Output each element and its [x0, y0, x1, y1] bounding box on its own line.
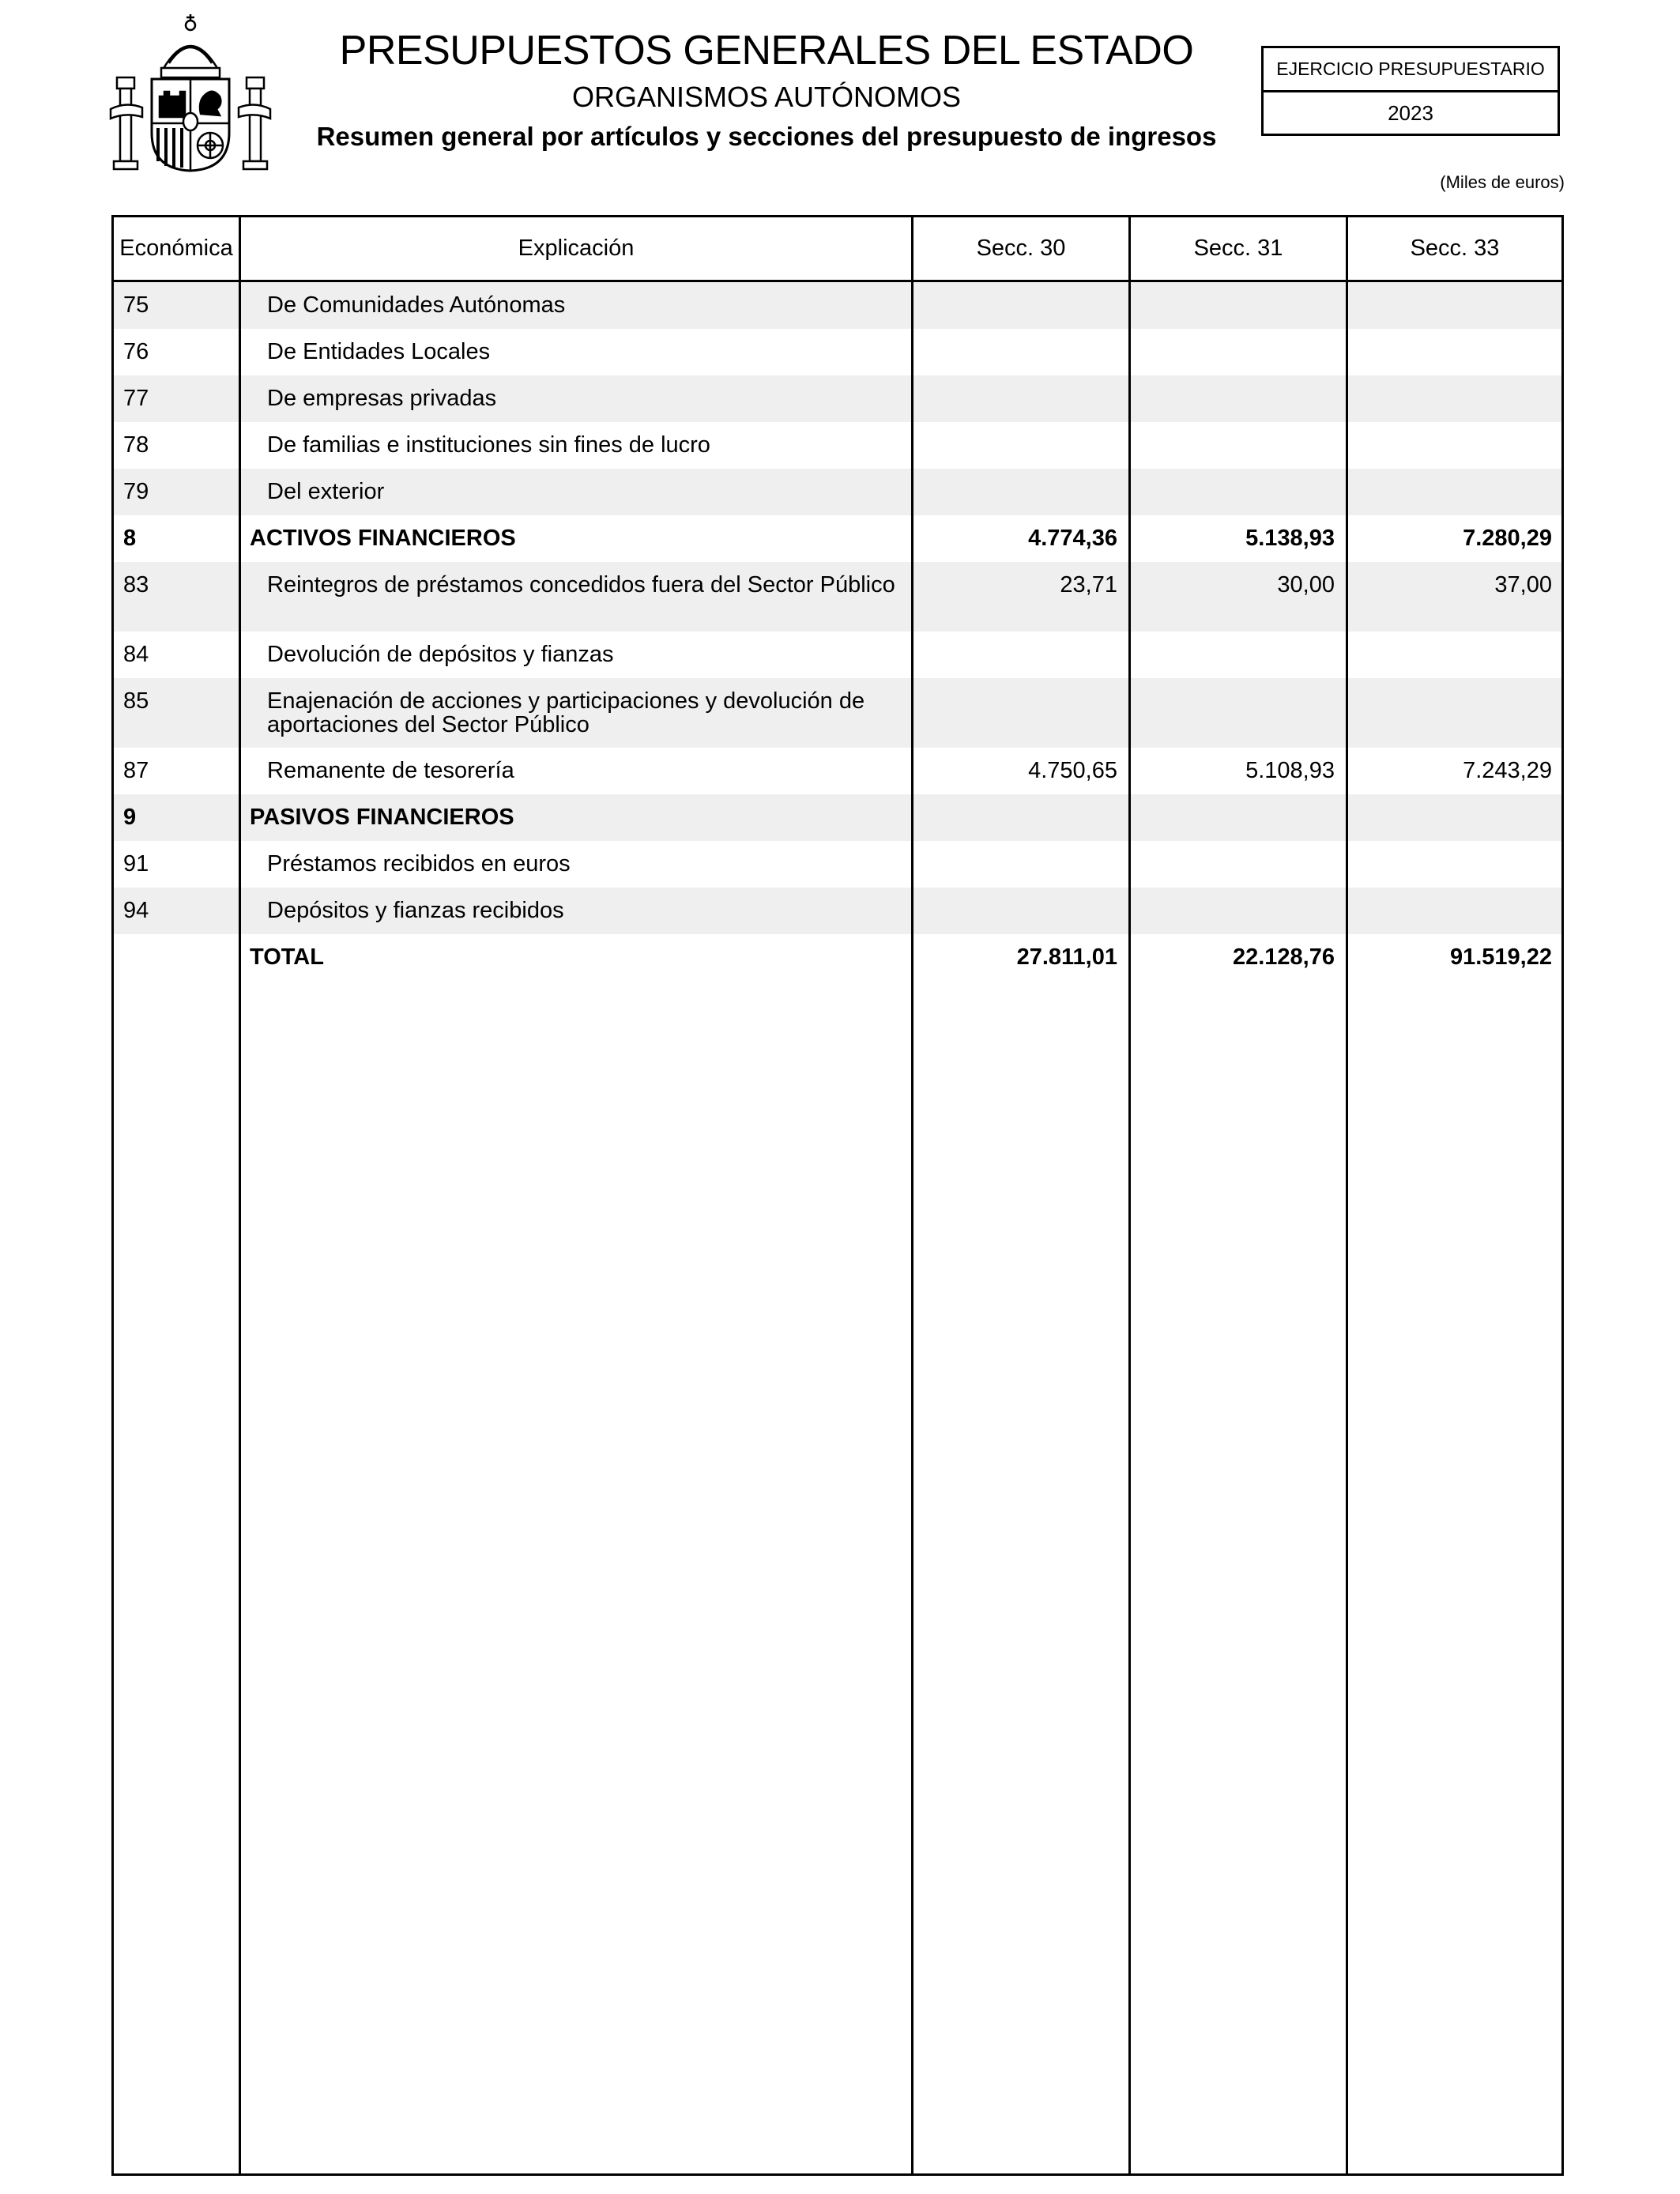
column-header-explicacion: Explicación	[518, 236, 635, 261]
table-row	[114, 282, 1561, 329]
page-subtitle: ORGANISMOS AUTÓNOMOS	[571, 81, 962, 113]
units-note: (Miles de euros)	[1440, 172, 1565, 192]
table-row	[114, 678, 1561, 748]
row-value-secc-30: 4.774,36	[1028, 526, 1117, 551]
row-value-secc-33: 7.243,29	[1463, 758, 1552, 783]
fiscal-year-box	[1261, 46, 1560, 136]
row-description: TOTAL	[250, 944, 324, 970]
row-description: Devolución de depósitos y fianzas	[267, 642, 614, 667]
table-row	[114, 375, 1561, 422]
table-row	[114, 631, 1561, 678]
page-title: PRESUPUESTOS GENERALES DEL ESTADO	[339, 28, 1194, 74]
row-description: PASIVOS FINANCIEROS	[250, 805, 514, 830]
column-divider	[1128, 215, 1131, 2176]
row-description: Depósitos y fianzas recibidos	[267, 898, 564, 923]
row-value-secc-31: 5.138,93	[1245, 526, 1335, 551]
table-row	[114, 515, 1561, 562]
column-header-secc-30: Secc. 30	[976, 236, 1066, 261]
row-description: De Comunidades Autónomas	[267, 292, 566, 318]
table-row	[114, 469, 1561, 515]
fiscal-year-label: EJERCICIO PRESUPUESTARIO	[1264, 48, 1558, 92]
row-description: De familias e instituciones sin fines de lucro	[267, 432, 710, 458]
row-description: ACTIVOS FINANCIEROS	[250, 526, 516, 551]
table-row	[114, 329, 1561, 375]
table-row	[114, 562, 1561, 631]
row-code: 8	[123, 526, 137, 551]
row-value-secc-30: 27.811,01	[1016, 944, 1117, 970]
fiscal-year-value: 2023	[1388, 100, 1433, 125]
table-row	[114, 841, 1561, 888]
column-divider	[911, 215, 913, 2176]
row-code: 91	[123, 851, 149, 876]
row-value-secc-33: 37,00	[1494, 572, 1552, 598]
spain-coat-of-arms-icon	[107, 14, 273, 174]
table-row	[114, 888, 1561, 934]
row-value-secc-31: 22.128,76	[1232, 944, 1335, 970]
row-description: Enajenación de acciones y participaciones y devolución de aportaciones del Sector Público	[267, 688, 865, 737]
row-code: 78	[123, 432, 149, 458]
row-code: 87	[123, 758, 149, 783]
row-code: 79	[123, 479, 149, 504]
row-code: 76	[123, 339, 149, 364]
column-divider	[239, 215, 241, 2176]
column-header-secc-31: Secc. 31	[1193, 236, 1283, 261]
row-value-secc-31: 5.108,93	[1245, 758, 1335, 783]
row-code: 84	[123, 642, 149, 667]
row-value-secc-33: 7.280,29	[1463, 526, 1552, 551]
row-code: 94	[123, 898, 149, 923]
row-value-secc-30: 23,71	[1060, 572, 1117, 598]
column-header-economica: Económica	[119, 236, 233, 261]
table-row	[114, 422, 1561, 469]
row-value-secc-33: 91.519,22	[1449, 944, 1552, 970]
row-description: De Entidades Locales	[267, 339, 491, 364]
column-divider	[1346, 215, 1348, 2176]
row-code: 9	[123, 805, 137, 830]
row-code: 83	[123, 572, 149, 598]
table-row	[114, 748, 1561, 794]
row-description: Del exterior	[267, 479, 385, 504]
row-description: Préstamos recibidos en euros	[267, 851, 571, 876]
table-row	[114, 794, 1561, 841]
row-value-secc-30: 4.750,65	[1028, 758, 1117, 783]
page-description: Resumen general por artículos y secciones del presupuesto de ingresos	[316, 122, 1217, 151]
row-code: 85	[123, 688, 149, 714]
row-code: 75	[123, 292, 149, 318]
column-header-secc-33: Secc. 33	[1410, 236, 1500, 261]
row-description: Reintegros de préstamos concedidos fuera del Sector Público	[267, 572, 895, 598]
row-description: Remanente de tesorería	[267, 758, 514, 783]
row-code: 77	[123, 386, 149, 411]
row-description: De empresas privadas	[267, 386, 497, 411]
row-value-secc-31: 30,00	[1277, 572, 1335, 598]
table-row	[114, 934, 1561, 981]
